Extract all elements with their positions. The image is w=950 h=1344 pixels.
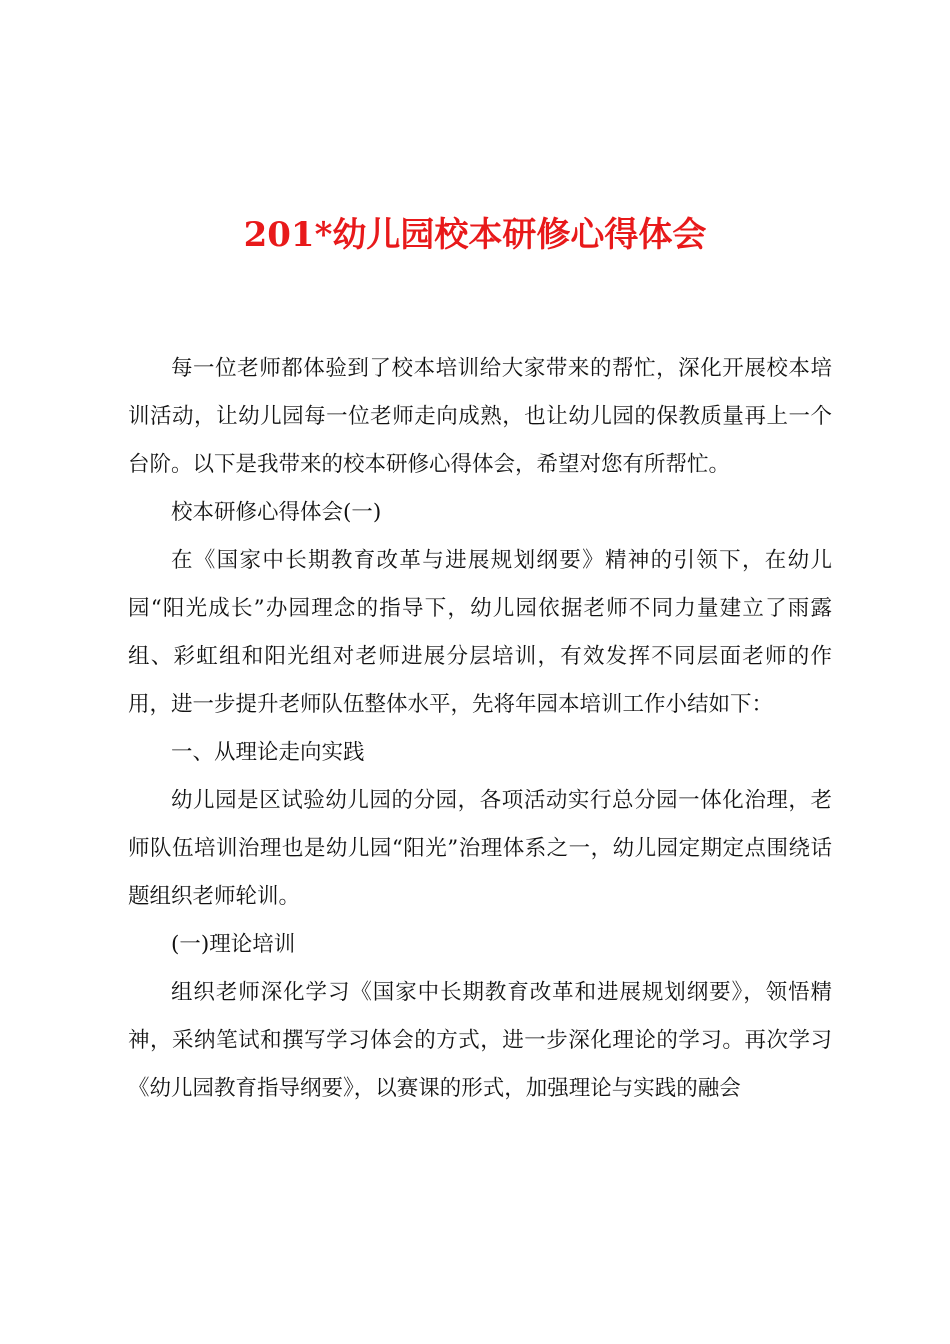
subsection-heading-theory-training: (一)理论培训: [171, 932, 296, 957]
paragraph-kindergarten-management: 幼儿园是区试验幼儿园的分园，各项活动实行总分园一体化治理，老师队伍培训治理也是幼儿园“阳光”治理体系之一，幼儿园定期定点围绕话题组织老师轮训。: [128, 788, 832, 909]
section-heading-part-one: 校本研修心得体会(一): [171, 500, 382, 525]
document-title: 201*幼儿园校本研修心得体会: [243, 215, 707, 255]
paragraph-theory-training: 组织老师深化学习《国家中长期教育改革和进展规划纲要》，领悟精神，采纳笔试和撰写学习体会的方式，进一步深化理论的学习。再次学习《幼儿园教育指导纲要》，以赛课的形式，加强理论与实践的融会: [128, 980, 832, 1101]
paragraph-overview: 在《国家中长期教育改革与进展规划纲要》精神的引领下，在幼儿园“阳光成长”办园理念的指导下，幼儿园依据老师不同力量建立了雨露组、彩虹组和阳光组对老师进展分层培训，有效发挥不同层面老师的作用，进一步提升老师队伍整体水平，先将年园本培训工作小结如下：: [128, 548, 832, 717]
paragraph-intro: 每一位老师都体验到了校本培训给大家带来的帮忙，深化开展校本培训活动，让幼儿园每一位老师走向成熟，也让幼儿园的保教质量再上一个台阶。以下是我带来的校本研修心得体会，希望对您有所帮忙。: [128, 356, 832, 477]
section-heading-theory-to-practice: 一、从理论走向实践: [171, 740, 365, 765]
document-body: [128, 345, 832, 1113]
